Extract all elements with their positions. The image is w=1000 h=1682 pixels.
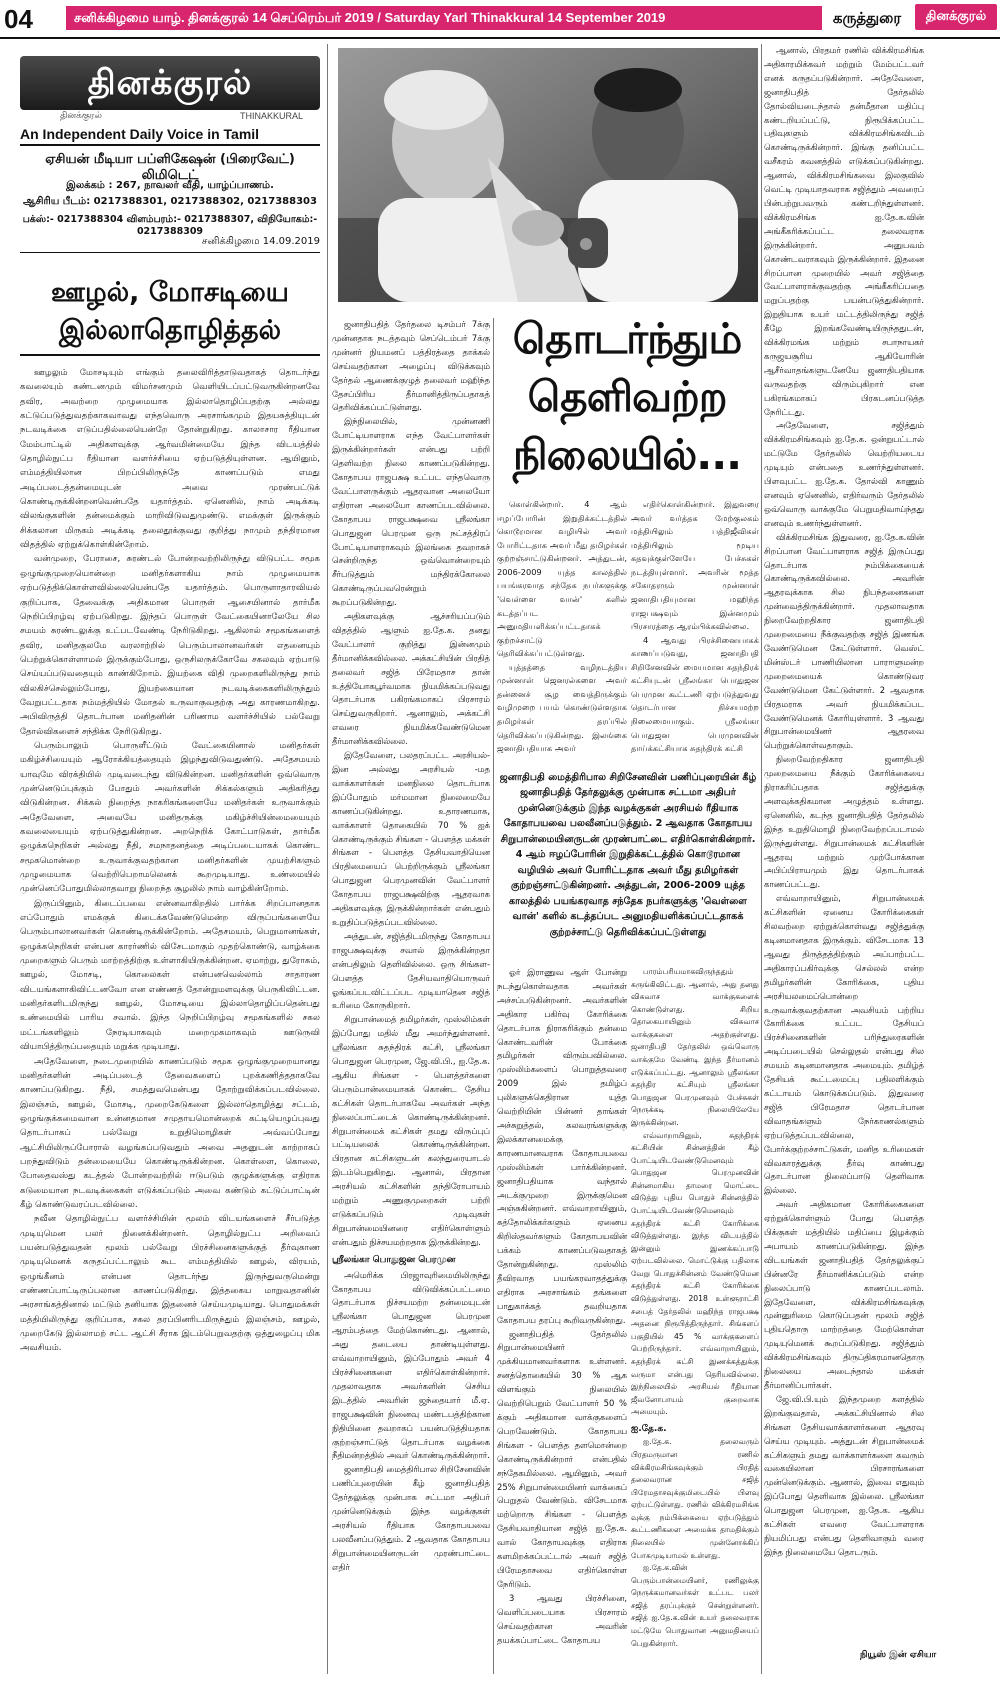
politicians-photo-image [338, 48, 758, 302]
date-band: சனிக்கிழமை யாழ். தினக்குரல் 14 செப்ரெம்பர் 2019 / Saturday Yarl Thinakkural 14 September 2019 [66, 6, 880, 30]
article-paragraph: இதேவேளை, பலதரப்பட்ட அரசியல்- இன அல்லது அரசியல் -மத வாக்காளர்கள் மனநிலை தொடர்பாக இப்போதும் மர்மமான நிலைமையே காணப்படுகின்றது. உதாரணமாக, வாக்காளர் தொகையில் 70 % ஐக் கொண்டிருக்கும் சிங்கள - பௌத்த மக்கள் சிங்கள - பௌத்த தேசியவாதியென பிரதிமையைப் பெற்றிருக்கும் ஸ்ரீலங்கா பொதுஜன பெரமுனவின் வேட்பாளர் கோதாபய ராஜபக்ஷவிற்கு ஆதரவாக அதிகளவுக்கு இருக்கின்றார்கள் என்பதும் உறுதிப்படுத்தப்படவில்லை. [332, 750, 490, 927]
article-column-3-lower [631, 966, 759, 1650]
editorial-body [20, 366, 320, 1356]
masthead-tagline: An Independent Daily Voice in Tamil [20, 126, 260, 142]
article-paragraph: அதிகளவுக்கு ஆச்சரியப்படும் விதத்தில் ஆளும் ஐ.தே.க. தனது வேட்பாளர் குறித்து இன்னமும் தீர்மானிக்கவில்லை. அக்கட்சியின் பிரதித் தலைவர் சஜித் பிரேமதாச தான் உத்தியோகபூர்வமாக நியமிக்கப்படுவது தொடர்பாக பகிரங்கமாகப் பிரசாரம் செய்துவருகிறார். ஆனாலும், அக்கட்சி எவரை நியமிக்கவேண்டுமென தீர்மானிக்கவில்லை. [332, 611, 490, 747]
article-photo [338, 48, 758, 302]
article-paragraph: ஐ.தே.க.வின் பெரும்பான்மையினர், ரணிலுக்கு நெருக்கமானவர்கள் உட்பட பலர் சஜித் தரப்புக்குச் சென்றுள்ளனர். சஜித் ஐ.தே.க.வின் உயர் தலைவராக மட்டுமே பொதுவான அனுமதியைப் பெறுகின்றார். [631, 1563, 759, 1648]
article-paragraph: 4 ஆவது பிரச்சினையாகக் காணப்படுவது, ஜனாதிபதி சிறிசேனவின் மையமான சுதந்திரக் கட்சியுடன் ஸ்ரீலங்கா பொதுஜன பெரமுன கூட்டணி ஏற்படுத்துவது தொடர்பான நிச்சயமற்ற நிலைமையாகும். ஸ்ரீலங்கா பொதுஜன பெரமுனவின் தாய்க்கட்சியாக சுதந்திரக் கட்சி [631, 634, 759, 754]
article-byline: நியூஸ் இன் ஏசியா [860, 1650, 937, 1660]
article-subhead: ஐ.தே.க. [631, 1423, 667, 1434]
article-paragraph: ஜே.வி.பி.யும் இந்தமுறை களத்தில் இறங்குவதால், அக்கட்சியினால் சில சிங்கள தேசியவாக்காளர்களை ஆதரவு செய்ய முடியும். அத்துடன் சிறுபான்மைக் கட்சிகளும் தமது வாக்காளர்களை கவரும் வகையிலான பிரசாரங்களை முன்னெடுக்கும். ஆனால், இவை எதுவும் இப்போது தெளிவாக இல்லை. ஸ்ரீலங்கா பொதுஜன பெரமுன, ஐ.தே.க. ஆகிய கட்சிகள் எவரை வேட்பாளராக நியமிப்பது என்பது தெளிவாகும் வரை இந்த நிலைமையே தொடரும். [764, 1393, 924, 1557]
editorial-rule [20, 354, 320, 356]
article-paragraph: இந்நிலையில், முன்னணி போட்டியாளராக எந்த வேட்பாளர்கள் இருக்கின்றார்கள் என்பது பற்றி தெளிவற்ற நிலை காணப்படுகின்றது. கோதாபய ராஜபக்ஷ உட்பட எந்தவொரு வேட்பாளருக்கும் ஆதரவான அலையோ எதிரான அலையோ காணப்படவில்லை. கோதாபய ராஜபக்ஷவை ஸ்ரீலங்கா பொதுஜன பெரமுன ஒரு நட்சத்திரப் போட்டியாளராகவும் இலங்கை தவறாகச் சென்றிருந்த ஒவ்வொன்றையும் சீர்படுத்தும் மந்திரக்கோலை கொண்டிருப்பவரென்றும் கூறப்படுகின்றது. [332, 416, 490, 608]
article-paragraph: ஜனாதிபதி மைத்திரிபால சிறிசேனவின் பணிப்புரையின் கீழ் ஜனாதிபதித் தேர்தலுக்கு முன்பாக சட்டமா அதிபர் முன்னெடுக்கும் இந்த வழக்குகள் அரசியல் ரீதியாக கோதாபயவை பலவீனப்படுத்தும். 2 ஆவதாக கோதாபய சிறுபான்மையினருடன் முரண்பாட்டை எதிர் [332, 1464, 490, 1572]
publisher-fax: பக்ஸ்:- 0217388304 விளம்பரம்:- 0217388307, விநியோகம்:- 0217388309 [22, 214, 318, 237]
article-paragraph: கொள்கின்றார். 4 ஆம் ஈழப்போரின் இறுதிக்கட்டத்தில் கொடூரமான வழியில் அவர் போரிட்டதாக அவர் மீது தமிழர்கள் குற்றஞ்சாட்டுகின்றனர். அத்துடன், 2006-2009 யுத்த காலத்தில் பயங்கரவாத சந்தேக நபர்களுக்கு 'வெள்ளை வான்' களில் கடத்தப்பட அனுமதியளிக்கப்பட்டதாகக் குற்றச்சாட்டு தெரிவிக்கப்பட்டுள்ளது. [497, 499, 627, 659]
article-column-1 [332, 318, 490, 1575]
article-column-2 [497, 498, 627, 756]
article-paragraph: அவர் அதிகமான கோரிக்கைகளை ஏற்றுக்கொள்ளும் போது பௌத்த பிக்குகள் மத்தியில் மதிப்பை இழக்கும் அபாயம் காணப்படுகின்றது. இந்த விடயங்கள் ஜனாதிபதித் தேர்தலுக்குப் பின்னரே தீர்மானிக்கப்படும் என்ற நிலைப்பாடு காணப்படலாம். இதேவேளை, விக்கிரமசிங்கவுக்கு முன்னுரிமை கொடுப்பதன் மூலம் சஜித் புதியதொரு மாற்றத்தை மேற்கொள்ள முடியுமெனக் கூறப்படுகிறது. சஜித்தும் விக்கிரமசிங்கவும் திருப்திகரமானதொரு நிலையை அடைந்தால் மக்கள் தீர்மானிப்பார்கள். [764, 1199, 924, 1390]
article-paragraph: ஓர் இராணுவ ஆள் போன்று நடந்துகொள்வதாக அவர்கள் அச்சப்படுகின்றனர். அவர்களின் அதிகார பகிர்வு கோரிக்கை தொடர்பாக நிராகரிக்கும் தன்மை கொண்டவரின் போக்கை தமிழர்கள் விரும்பவில்லை. முஸ்லிம்களைப் பொறுத்தவரை 2009 இல் தமிழ்ப் புலிகளுக்கெதிரான யுத்த வெற்றியின் பின்னர் தாங்கள் அச்சுறுத்தல், கலவரங்களுக்கு இலக்கானமைக்கு காரணமானவராக கோதாபயவை முஸ்லிம்கள் பார்க்கின்றனர். ஜனாதிபதியாக வந்தால் அடக்குமுறை இருக்குமென அஞ்சுகின்றனர். எவ்வாறாயினும், கத்தோலிக்கர்களும் ஏனைய கிறிஸ்தவர்களும் கோதாபயவின் பக்கம் காணப்படுவதாகத் தோன்றுகின்றது. முஸ்லிம் தீவிரவாத பயங்கரவாதத்துக்கு எதிராக அரசாங்கம் தங்களை பாதுகாக்கத் தவறியதாக கோதாபய தரப்பு கூறிவருகின்றது. [497, 967, 627, 1325]
publisher-phone: ஆசிரிய பீடம்: 0217388301, 0217388302, 0217388303 [23, 196, 317, 207]
column-divider [327, 44, 328, 1674]
publisher-name: ஏசியன் மீடியா பப்ளிகேஷன் (பிரைவேட்) லிமிடெட் [45, 152, 295, 183]
article-paragraph: 3 ஆவது பிரச்சினை, வெளிப்படையாக பிரசாரம் செய்வதற்கான அவரின் தயக்கப்பாட்டை கோதாபய [497, 1592, 627, 1645]
article-paragraph: பாரம்பரியமாகவிருந்ததும் கருங்கிவிட்டது. ஆனால், அது தனது விசுவாச வாக்குகளைக் கொண்டுள்ளது. சிறிய தொகையாயினும் விசுவாச வாக்குகளை அதற்குள்ளது. ஜனாதிபதி தேர்தலில் ஒவ்வொரு வாக்குமே வேண்டி இந்த தீர்மானம் எடுக்கப்பட்டது. ஆனாலும் ஸ்ரீலங்கா சுதந்திர கட்சியும் ஸ்ரீலங்கா பொதுஜன பெரமுனவும் பேச்சுகள் நெருக்கடி நிலையிலேயே இருக்கின்றன. [631, 967, 759, 1127]
article-paragraph: ஆனால், பிரதமர் ரணில் விக்கிரமசிங்க அதிகாரமிக்கவர் மற்றும் மேம்பட்டவர் எனக் கருதப்படுகின்றார். அதேவேளை, ஜனாதிபதித் தேர்தலில் தோல்வியடைந்தால் தன்மீதான மதிப்பு கண்டறியப்பட்டு, நிரூபிக்கப்பட்ட பதிவுகளும் விக்கிரமசிங்கவிடம் கொண்டிருக்கின்றார். இங்கு தனிப்பட்ட வசீகரம் கவனத்தில் எடுக்கப்படுகின்றது. ஆனால், விக்கிரமசிங்கவை இலகுவில் வெட்டி முடியாதவராக சஜித்தும் அவரைப் பின்பற்றுபவரும் கண்டறிந்துள்ளனர். விக்கிரமசிங்க ஐ.தே.க.வின் அங்கீகரிக்கப்பட்ட தலைவராக இருக்கின்றார். அனுபவம் கொண்டவராகவும் இருக்கின்றார். இதனை சிறப்பான முறையில் அவர் சஜித்தை வேட்பாளராக்குவதற்கு அங்கீகரிப்பதை மறுப்பதற்கு பயன்படுத்துகின்றார். இறுதியாக உயர் மட்டத்திலிருந்து சஜித் கீழே இறங்கவேண்டியிருந்ததுடன், விக்கிரமங்க மற்றும் சபாநாயகர் கருஜயசூரிய ஆகியோரின் ஆசீர்வாதங்களுடனேயே ஜனாதிபதியாக வருவதற்கு விரும்புகிறார் என பகிரங்கமாகப் பிரகடனப்படுத்த நேரிட்டது. [764, 45, 924, 417]
editorial-paragraph: நவீன தொழில்நுட்ப வளர்ச்சியின் மூலம் விடயங்களைச் சீர்படுத்த முடியுமென பலர் நினைக்கின்றனர். தொழில்நுட்ப அறிவைப் பயன்படுத்துவதன் மூலம் பல்வேறு பிரச்சினைகளுக்குத் தீர்வுகாண முடியுமெனக் கருதப்பட்டாலும் கூட எம்மத்தியில் ஊழல், விரயம், ஒழுங்கீனம் என்பன தொடர்ந்து இருந்துவருமென்று எண்ணப்பாட்டிருப்பலான காணப்படுகிறது. இத்தகைய மாறுவதானின் அரசாங்கத்தினால் மட்டும் தனியாக இதனைச் செய்யமுடியாது. பொதுமக்கள் மத்தியிலிருந்து குறிப்பாக, சகல தரப்பினரிடமிருந்தும் இலஞ்சம், ஊழல், முறைகேடு இல்லாமற் சட்ட ஆட்சி சீராக இடம்பெறுவதற்கு ஒத்துழைப்பு மிக அவசியம். [20, 1214, 320, 1354]
newspaper-logo: தினக்குரல் [915, 4, 997, 30]
article-paragraph: அமெரிக்க பிரஜாவுரிமையிலிருந்து கோதாபய விடுவிக்கப்பட்டமை தொடர்பாக நிச்சயமற்ற தன்மையுடன் ஸ்ரீலங்கா பொதுஜன பெரமுன ஆரம்பத்தை மேற்கொண்டது. ஆனால், அது தடையை தாண்டியுள்ளது. எவ்வாறாயினும், இப்போதும் அவர் 4 பிரச்சினைகளை எதிர்கொள்கின்றார். முதலாவதாக அவர்களின் செசிய இடத்தில் அவரின் ஜந்தையார் மீ.ஏ. ராஜபக்ஷவின் நினைவு மண்டபத்திற்கான நிதியினை தவறாகப் பயன்படுத்தியதாக குற்றஞ்சாட்டுத் தொடர்பாக வழக்கை நீதிமன்றத்தில் அவர் கொண்டிருக்கின்றார். [332, 1269, 490, 1461]
article-paragraph: எவ்வாறாயினும், சுதந்திரக் கட்சியின் சின்னத்தின் கீழ் போட்டியிடவேண்டுமெனவும் பொதுஜன பெரமுனவின் சின்னமாகிய தாமரை மொட்டை விடுத்து புதிய பொதுச் சின்னத்தில் போட்டியிடவேண்டுமெனவும் சுதந்திரக் கட்சி கோரிக்கை விடுத்துள்ளது. இந்த விடயத்தில் இன்னும் இணக்கப்பாடு ஏற்படவில்லை. மொட்டுக்கு பதிலாக வேறு பொதுச்சின்னம் வேண்டுமென சுதந்திரக் கட்சி கோரிக்கை விடுத்துள்ளது. 2018 உள்ளூராட்சி சபைத் தேர்தலில் மஹிந்த ராஜபக்ஷ அதனை நிரூபித்திருந்தார். சிங்களப் பகுதியில் 45 % வாக்குகளைப் பெற்றிருந்தார். எவ்வாறாயினும், சுதந்திரக் கட்சி இணக்கத்துக்கு வருமா என்பது தெரியவில்லை. இந்நிலையில் அரசியல் ரீதியான ஜீவனோபாயம் குறைவாக அமையும். [631, 1130, 759, 1417]
article-paragraph: நிறைவேற்றதிகார ஜனாதிபதி முறைமையை நீக்கும் கோரிக்கையை நிராகரிப்பதாக சஜித்துக்கு அளவுக்கதிகமான அழுத்தம் உள்ளது. ஏனெனில், கடந்த ஜனாதிபதித் தேர்தலில் இந்த உறுதிமொழி நிறைவேற்றப்படாமல் இருந்துள்ளது. சிறுபான்மைக் கட்சிகளின் ஆதரவு மற்றும் முற்போக்கான அபிப்பிராயமும் இது தொடர்பாகக் காணப்பட்டது. [764, 754, 924, 890]
article-paragraph: எவ்வாறாயினும், சிறுபான்மைக் கட்சிகளின் ஏனைய கோரிக்கைகள் சிலவற்றை ஏற்றுக்கொள்வது சஜித்துக்கு கடினமானதாக இருக்கும். விசேடமாக 13 ஆவது திருத்தத்திற்கும் அப்பாற்பட்ட அதிகாரப்பகிர்வுக்கு செல்லல் என்ற தமிழர்களின் கோரிக்கை, புதிய அரசியலமைப்பொன்றை உருவாக்குவதற்கான அவசியம் பற்றிய கோரிக்கை உட்பட தேசியப் பிரச்சினைகளின் பரிந்துரைகளின் அடிப்படையில் செல்லுதல் என்பது சில சமயம் கடினமானதாக அமையும். தமிழ்த் தேசியக் கூட்டமைப்பு பதிலளிக்கும் கட்டாயம் கொடுக்கப்படும். இதுவரை சஜித் பிரேமதாச தொடர்பான விவாதங்களும் நேர்காணல்களும் ஏற்படுத்தப்படவில்லை, போர்க்குற்றச்சாட்டுகள், மனித உரிமைகள் விவகாரத்துக்கு தீர்வு காண்பது தொடர்பான நிலைப்பாடு தெளிவாக இல்லை. [764, 893, 924, 1196]
article-paragraph: ஜனாதிபதித் தேர்தலை டிசம்பர் 7க்கு முன்னதாக நடத்தவும் செப்டெம்பர் 7க்கு முன்னர் நியமனப் பத்திரத்தை தாக்கல் செய்வதற்கான அழைப்பு விடுக்கவும் தேர்தல் ஆணைக்குழுத் தலைவர் மஹிந்த தேசப்பிரிய தீர்மானித்திருப்பதாகத் தெரிவிக்கப்பட்டுள்ளது. [332, 319, 490, 413]
masthead-rule [20, 144, 320, 146]
column-divider [493, 318, 494, 1674]
article-paragraph: ஐ.தே.க. தலைவரும் பிரதமருமான ரணில் விக்கிரமசிங்கவுக்கும் பிரதித் தலைவரான சஜித் பிரேமதாசவுக்குமிடையில் பிளவு ஏற்பட்டுள்ளது. ரணில் விக்கிரமசிங்க வுக்கு நம்பிக்கையை ஏற்படுத்தும் கூட்டணிகளை அமைக்க தாமதிக்கும் நிலையில் முன்னோக்கிப் போகமுடியாமல் உள்ளது. [631, 1437, 759, 1560]
article-column-3 [631, 498, 759, 756]
section-label: கருத்துரை [822, 4, 912, 32]
editorial-paragraph: வன்முறை, பேராசை, சுரண்டல் போன்றவற்றிலிருந்து விடுபட்ட சமூக ஒழுங்குமுறையொன்றை மனிதர்களாகிய நாம் முழுமையாக ஏற்படுத்திக்கொள்ளவில்லையென்பதே யதார்த்தம். பொருளாதாரவியல் குறிப்பாக, தேவைக்கு அதிகமான பொருள் ஆசையினால் தார்மீக நெறிப்பிறழ்வு ஏற்படுகிறது. இந்தப் பொருள் வேட்கையினாலேயே சில சமயம் சுரண்டலுக்கு உட்படவேண்டி நேரிடுகிறது. ஆகிலால் சமூகங்களைத் தவிர, மனிதகுலமே வரலாற்றில் பெரும்பாலானவர்கள் எதனையும் பெற்றுக்கொள்ளாமல் இருக்கும்போது, ஒருசிலருக்கோவே சகலவும் ஏற்பாடு செய்யப்படுவதையும் காண்கிறோம். இயற்கை விதி முறைகளிலிருந்து நாம் விலகிச்செல்லும்போது, இயற்கையான நடவடிக்கைகளிலிருந்தும் வேறுபட்டதாக நம்மத்தியில் மோதல் உருவாகுவதற்கு அது காரணமாகிறது. அபிவிருத்தி தொடர்பான மனிதனின் பரிணாம வளர்ச்சியில் பல்வேறு தோல்விகளைச் சந்திக்க நேரிடுகிறது. [20, 554, 320, 737]
article-column-2-lower [497, 966, 627, 1647]
article-paragraph: ஜனாதிபதித் தேர்தலில் சிறுபான்மையினர் முக்கியமானவர்களாக உள்ளனர். சனத்தொகையில் 30 % ஆக விளங்கும் நிலையில் வெற்றிபெறும் வேட்பாளர் 50 % க்கும் அதிகமான வாக்குகளைப் பெறவேண்டும். கோதாபய சிங்கள - பௌத்த தளமொன்றை கொண்டிருக்கின்றார் என்பதில் சந்தேகமில்லை. ஆயினும், அவர் 25% சிறுபான்மையினர் வாக்கைப் பெறுதல் வேண்டும். விசேடமாக மற்றொரு சிங்கள - பௌத்த தேசியவாதியான சஜித் ஐ.தே.க. வால் கோதாயவுக்கு எதிராக களமிறக்கப்பட்டால் அவர் சஜித் பிரேமதாசவை எதிர்கொள்ள நேரிடும். [497, 1328, 627, 1589]
article-paragraph: அதேவேளை, சஜித்தும் விக்கிரமசிங்கவும் ஐ.தே.க. ஒன்றுபட்டால் மட்டுமே தேர்தலில் வெற்றியடைய முடியும் என்பதை உணர்ந்துள்ளனர். பிளவுபட்ட ஐ.தே.க. தோல்வி காணும் எனவும் ஏனெனில், எதிர்வரும் தேர்தலில் ஒவ்வொரு வாக்குமே பெறுமதிவாய்ந்தது எனவும் உணர்ந்துள்ளனர். [764, 420, 924, 528]
editorial-paragraph: இருப்பினும், கிடைப்பவை என்னவாகிறதில் பார்க்க சிறப்பானதாக எப்போதும் எமக்குக் கிடைக்கவேண்டுமென்ற விருப்பங்களையே பெரும்பாலானவர்கள் கொண்டிருக்கின்றோம். அதேசமயம், பெறுமானங்கள், ஒழுக்கநெறிகள் என்பன காரர்ணில் விசேடமாகும் முதற்கொண்டு, வாழ்க்கை முறைகளும் பெரும் மாற்றத்திற்கு உள்ளாகியிருக்கின்றன. ஏமாற்று, துரோகம், ஊழல், மோசடி, கொலைகள் என்பனவெல்லாம் சாதாரண விடயங்களாகிவிட்டனவோ என எண்ணத் தோன்றுமளவுக்கு பெருகிவிட்டன. மனிதர்களிடமிருந்து ஊழல், மோசடியை இல்லாதொழிப்பதென்பது உண்மையில் பாரிய சவால். இந்த நெறிப்பிறழ்வு சமூகங்களில் சகல மட்டங்களிலும் நேரடியாகவும் மறைமுகமாகவும் ஊடுருவி வியாபித்திருப்பதையும் மறுக்க முடியாது. [20, 898, 320, 1053]
publisher-address: இலக்கம் : 267, நாவலர் வீதி, யாழ்ப்பாணம். [66, 180, 274, 191]
editorial-paragraph: அதேவேளை, நடைமுறையில் காணப்படும் சமூக ஒழுங்குமுறையானது மனிதர்களின் அடிப்படைத் தேவைகளைப் புறக்கணித்ததாகவே காணப்படுகிறது. நீதி, சமத்துவமென்பது தோற்றுவிக்கப்படவில்லை. இலஞ்சம், ஊழல், மோசடி, முறைகேடுகளை இல்லாதொழித்து சட்டம், ஒழுங்குக்கமைவான உன்னதமான சமுதாயமொன்றைக் கட்டியெழுப்புவது தொடர்பாகப் பல்வேறு உறுதிமொழிகள் அவ்வப்போது ஆட்சியிலிருப்போரால் வழங்கப்படுவதும் அவை அதனுடன் காற்றாகப் பறந்துவிடும் தன்மையையே கொண்டிருக்கின்றன. கொள்ளை, கொலை, போதைவஸ்து கடத்தல் போன்றவற்றில் ஈடுபடும் குழுக்களுக்கு எதிராக கடுமையான நடவடிக்கைகள் எடுக்கப்படும் அவை கண்டும் கட்டுப்பாட்டின் கீழ் கொண்டுவரப்படவில்லை. [20, 1056, 320, 1210]
page-header [0, 0, 1000, 40]
article-column-4 [764, 44, 924, 1560]
editorial-paragraph: பெரும்பாலும் பொருளீட்டும் வேட்கையினால் மனிதர்கள் மகிழ்ச்சியையும் ஆரோக்கியத்தையும் இழந்துவிடுவதுண்டு. அதேசமயம் யாவுமே விரக்தியில் முடிவடைந்து விடுகின்றன. மனிதர்களின் ஒவ்வொரு முன்னெடுப்புக்கும் போதும் அவர்களின் சிக்கல்களும் அதிகரித்து விடுகின்றன. சிக்கல் நிறைந்த நாகரிகங்களையே மனிதர்கள் உருவாக்கும் அதேவேளை, அவையே மனிதருக்கு மகிழ்ச்சியின்மையையும் கவலையையும் ஏற்படுத்துகின்றன. அறநெறிக் கோட்பாடுகள், தார்மீக ஒழுக்கநெறிகள் அல்லது நீதி, சமநாதனத்தை அடிப்படையாகக் கொண்ட சமூகமொன்றை உருவாக்குவதற்கான மனிதர்களின் முயற்சிகளும் முழுமையாக வெற்றிபெறாமலெனக் கூறமுடியாது. உண்மையில் முன்னெப்போதுமில்லாதவாறு நிறைந்த சூழலில் நாம் வாழ்கின்றோம். [20, 740, 320, 895]
article-headline: தொடர்ந்தும் தெளிவற்ற நிலையில்... [512, 314, 742, 479]
masthead-logo-english: THINAKKURAL [240, 111, 304, 121]
article-paragraph: அத்துடன், சஜித்திடமிருந்து கோதாபய ராஜபக்ஷவுக்கு சவால் இருக்கின்றதா என்பதிலும் தெளிவில்லை. ஒரு சிங்கள- பௌத்த தேசியவாதியொருவர் ஓங்கப்படவிட்டப்பட முடியாதென சஜித் உரிமை கோருகிறார். [332, 930, 490, 1011]
article-paragraph: யுத்தத்தை வழிநடத்திய முன்னாள் ஜெனரல்களை அவர் தன்னைச் சூழ வைத்திருக்கும் வழிமுறை பயம் கொண்டுள்ளதாக தமிழர்கள் தரப்பில் தெரிவிக்கப்படுகின்றது. இலங்கை ஜனாதிபதியாக அவர் [497, 661, 627, 754]
editorial-title: ஊழல், மோசடியை இல்லாதொழித்தல் [51, 277, 289, 346]
article-paragraph: விக்கிரமசிங்க இதுவரை, ஐ.தே.க.வின் சிறப்பான வேட்பாளராக சஜித் இருப்பது தொடர்பாக நம்பிக்கையைக் கொண்டிருக்கவில்லை. அவரின் ஆதரவுக்காக சில நிபந்தனைகளை முன்வைத்திருக்கின்றார். முதலாவதாக நிறைவேற்றதிகார ஜனாதிபதி முறைமையை நீக்குவதற்கு சஜித் இணங்க வேண்டுமென கேட்டுள்ளார். வெஸ்ட் மின்ஸ்டர் பாணியிலான பாராளுமன்ற முறைமையைக் கொண்டுவர வேண்டுமென கேட்டுள்ளார். 2 ஆவதாக பிரதமராக அவர் நியமிக்கப்பட வேண்டுமெனக் கோரியுள்ளார். 3 ஆவது சிறுபான்மையினர் ஆதரவை பெற்றுக்கொள்வதாகும். [764, 531, 924, 751]
header-rule [0, 37, 1000, 39]
pull-quote: ஜனாதிபதி மைத்திரிபால சிறிசேனவின் பணிப்புரையின் கீழ் ஜனாதிபதித் தேர்தலுக்கு முன்பாக சட்டமா அதிபர் முன்னெடுக்கும் இந்த வழக்குகள் அரசியல் ரீதியாக கோதாபயவை பலவீனப்படுத்தும். 2 ஆவதாக கோதாபய சிறுபான்மையினருடன் முரண்பாட்டை எதிர்கொள்கின்றார். 4 ஆம் ஈழப்போரின் இறுதிக்கட்டத்தில் கொடூரமான வழியில் அவர் போரிட்டதாக அவர் மீது தமிழர்கள் குற்றஞ்சாட்டுகின்றனர். அத்துடன், 2006-2009 யுத்த காலத்தில் பயங்கரவாத சந்தேக நபர்களுக்கு 'வெள்ளை வான்' களில் கடத்தப்பட அனுமதியளிக்கப்பட்டதாகக் குற்றச்சாட்டு தெரிவிக்கப்பட்டுள்ளது [499, 772, 757, 938]
masthead-logo: தினக்குரல் [20, 56, 320, 110]
article-paragraph: சிறுபான்மைத் தமிழர்கள், முஸ்லிம்கள் இப்போது மதில் மீது அமர்ந்துள்ளனர். ஸ்ரீலங்கா சுதந்திரக் கட்சி, ஸ்ரீலங்கா பொதுஜன பெரமுன, ஜே.வி.பி., ஐ.தே.க. ஆகிய சிங்கள - பௌத்தர்களை பெரும்பான்மையாகக் கொண்ட தேசிய கட்சிகள் தொடர்பாகவே அவர்கள் அந்த நிலைப்பாட்டைக் கொண்டிருக்கின்றனர். சிறுபான்மைக் கட்சிகள் தமது விருப்புப் பட்டியலைக் கொண்டிருக்கின்றன. பிரதான கட்சிகளுடன் கலந்துரையாடல் இடம்பெறுகிறது. ஆனால், பிரதான அரசியல் கட்சிகளின் தந்திரோபாயம் மற்றும் அணுகுமுறைகள் பற்றி எடுக்கப்படும் முடிவுகள் சிறுபான்மையினரை எதிர்கொள்ளும் என்பதும் நிச்சயமற்றதாக இருக்கின்றது. [332, 1014, 490, 1247]
editorial-paragraph: ஊழலும் மோசடியும் எங்கும் தலைவிரித்தாடுவதாகத் தொடர்ந்து கவலையும் கண்டனமும் விமர்சனமும் வெளியிடப்பட்டுவருகின்றனவே தவிர, அவற்றை முழுமையாக இல்லாதொழிப்பதற்கு அல்லது கட்டுப்படுத்துவதற்காகவாவது எந்தவொரு அரசாங்கமும் இதயசுத்தியுடன் நடவடிக்கை எடுப்பதில்லையென்றே தோன்றுகிறது. காலாசார ரீதியான மேம்பாட்டில் அதிகளவுக்கு ஆர்வமின்மையே இந்த விடயத்தில் தொழில்நுட்ப ரீதியான வளர்ச்சியை ஏற்படுத்தியுள்ளன. ஆயினும், எம்மத்தியிலான பிறப்பிலிருந்தே காணப்படும் எமது அடிப்படைத்தன்மையுடன் அவை முரண்பட்டுக் கொண்டிருக்கின்றனவென்பதே யதார்த்தம். ஏனெனில், நாம் அடிக்கடி விலங்குகளின் தன்மைக்கும் மாறிவிடுவதுமுண்டு. எமக்குள் இருக்கும் சிக்கலான மிருகம் அடிக்கடி தலைதூக்குவது குறித்து நாமும் தந்திரமான விதத்தில் ஏற்றுக்கொள்கின்றோம். [20, 368, 320, 551]
page-number: 04 [4, 4, 33, 34]
masthead-logo-sub: தினக்குரல் [60, 111, 102, 121]
masthead-date: சனிக்கிழமை 14.09.2019 [201, 236, 320, 247]
masthead-rule-bottom [20, 252, 320, 253]
column-divider [761, 44, 762, 1674]
article-paragraph: எதிர்கொள்கின்றார். இதுவரை அவர் வர்த்தக மேற்குலகம் மத்தியிலும் பத்திஜீவிகள் மத்தியிலும் மூடிய கதவுக்குள்ளேயே பேச்சுகள் நடத்தியுள்ளார். அவரின் மூத்த சகோதரரும் முன்னாள் ஜனாதிபதியுமான மஹிந்த ராஜபக்ஷவும் இன்னமும் பிரசாரத்தை ஆரம்பிக்கவில்லை. [631, 499, 759, 632]
article-subhead: ஸ்ரீலங்கா பொதுஜன பெரமுன [332, 1254, 456, 1265]
